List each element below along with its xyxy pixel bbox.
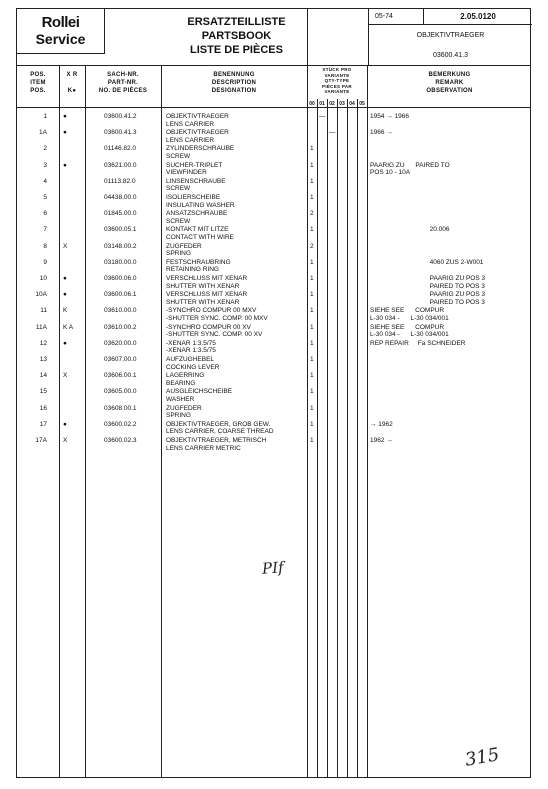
item-remark: 20.006 xyxy=(370,226,450,234)
item-description: AUSGLEICHSCHEIBE WASHER xyxy=(166,388,233,403)
part-number: 03610.00.0 xyxy=(104,307,137,315)
item-position: 6 xyxy=(43,210,47,218)
item-quantity: 1 xyxy=(310,177,314,185)
item-description: VERSCHLUSS MIT XENAR SHUTTER WITH XENAR xyxy=(166,275,248,290)
col-header-name: BENENNUNG DESCRIPTION DESIGNATION xyxy=(211,72,257,94)
item-description: ZYLINDERSCHRAUBE SCREW xyxy=(166,145,235,160)
item-quantity: 1 xyxy=(310,291,314,299)
item-description: FESTSCHRAUBRING RETAINING RING xyxy=(166,258,231,274)
item-quantity: 1 xyxy=(310,356,314,363)
part-number: 01845.00.0 xyxy=(104,210,137,218)
divider xyxy=(17,65,530,66)
header-right-block xyxy=(369,9,532,65)
col-rule xyxy=(307,9,308,778)
item-description: -SYNCHRO COMPUR 00 MXV -SHUTTER SYNC. COMP. 00 MXV xyxy=(166,307,268,322)
handwritten-mark: PIf xyxy=(261,558,285,578)
col-rule xyxy=(327,99,328,778)
item-position: 17 xyxy=(39,420,47,428)
col-rule xyxy=(85,65,86,778)
item-quantity: 1 xyxy=(310,339,314,347)
col-rule xyxy=(367,65,368,778)
item-quantity: 1 xyxy=(310,404,314,412)
item-flag: X xyxy=(63,372,68,380)
item-position: 14 xyxy=(39,372,47,380)
handwritten-page-number: 315 xyxy=(463,744,501,771)
item-description: SUCHER-TRIPLET VIEWFINDER xyxy=(166,161,223,177)
part-number: 03607.00.0 xyxy=(104,356,137,363)
title-french: LISTE DE PIÈCES xyxy=(190,44,283,56)
item-quantity: 1 xyxy=(310,372,314,380)
part-number: 03608.00.1 xyxy=(104,404,137,412)
item-flag: ● xyxy=(63,161,67,169)
item-remark: SIEHE SEE COMPUR L-30 034 - L-30 034/001 xyxy=(370,307,449,322)
brand-line2: Service xyxy=(35,31,86,47)
item-position: 8 xyxy=(43,242,47,250)
item-description: ZUGFEDER SPRING xyxy=(166,404,202,420)
item-remark: 1966 → xyxy=(370,129,393,137)
col-rule xyxy=(317,99,318,778)
assembly-number: 03600.41.3 xyxy=(432,52,469,59)
item-description: OBJEKTIVTRAEGER LENS CARRIER xyxy=(166,129,229,144)
part-number: 03605.00.0 xyxy=(104,388,137,396)
part-number: 03600.02.3 xyxy=(104,437,137,444)
item-remark: 1962 → xyxy=(370,437,393,444)
part-number: 03621.00.0 xyxy=(104,161,137,169)
item-description: LINSENSCHRAUBE SCREW xyxy=(166,177,226,193)
parts-list-sheet xyxy=(16,8,531,778)
qty-col-05: 05 xyxy=(359,101,365,107)
item-flag: X xyxy=(63,242,68,250)
qty-col-01: 01 xyxy=(319,101,325,107)
col-rule xyxy=(161,65,162,778)
item-position: 16 xyxy=(39,404,47,412)
item-flag: ● xyxy=(63,129,67,137)
item-description: OBJEKTIVTRAEGER, GROB GEW. LENS CARRIER, COARSE THREAD xyxy=(166,420,274,436)
assembly-name: OBJEKTIVTRAEGER xyxy=(416,32,485,39)
item-position: 12 xyxy=(39,339,47,347)
item-quantity: 1 xyxy=(310,323,314,331)
item-position: 7 xyxy=(43,226,47,234)
item-description: OBJEKTIVTRAEGER, METRISCH LENS CARRIER METRIC xyxy=(166,437,267,452)
item-quantity: — xyxy=(319,113,326,120)
item-position: 4 xyxy=(43,177,47,185)
item-description: AUFZUGHEBEL COCKING LEVER xyxy=(166,356,220,371)
part-number: 03180.00.0 xyxy=(104,258,137,266)
item-position: 1A xyxy=(39,129,47,137)
item-quantity: 1 xyxy=(310,307,314,315)
item-position: 10 xyxy=(39,275,47,282)
part-number: 03610.00.2 xyxy=(104,323,137,331)
item-description: OBJEKTIVTRAEGER LENS CARRIER xyxy=(166,113,229,128)
item-flag: ● xyxy=(63,291,67,299)
item-remark: PAARIG ZU POS 3 PAIRED TO POS 3 xyxy=(429,291,486,306)
col-rule xyxy=(347,99,348,778)
part-number: 03600.06.1 xyxy=(104,291,137,299)
item-description: LAGERRING BEARING xyxy=(166,372,205,387)
part-number: 03600.02.2 xyxy=(104,420,137,428)
part-number: 03606.00.1 xyxy=(104,372,137,380)
qty-col-00: 00 xyxy=(309,101,315,107)
item-remark: PAARIG ZU PAIRED TO POS 10 - 10A xyxy=(370,161,450,177)
part-number: 03620.00.0 xyxy=(104,339,137,347)
col-rule xyxy=(337,99,338,778)
item-quantity: 1 xyxy=(310,258,314,266)
item-position: 5 xyxy=(43,194,47,201)
item-flag: ● xyxy=(63,113,67,120)
item-position: 11 xyxy=(40,307,47,315)
part-number: 03600.05.1 xyxy=(104,226,137,234)
item-quantity: 1 xyxy=(310,437,314,444)
item-description: -SYNCHRO COMPUR 00 XV -SHUTTER SYNC. COMP. 00 XV xyxy=(166,323,263,339)
part-number: 03148.00.2 xyxy=(104,242,137,250)
item-quantity: — xyxy=(329,129,336,137)
col-rule xyxy=(59,65,60,778)
rollei-service-logo xyxy=(17,9,105,54)
item-position: 17A xyxy=(35,437,47,444)
part-number: 01113.82.0 xyxy=(104,177,136,185)
item-remark: 1954 → 1966 xyxy=(370,113,410,120)
item-quantity: 1 xyxy=(310,226,314,234)
item-flag: K xyxy=(63,307,68,315)
col-header-qty: STÜCK PRO VARIANTE QTY-TYPE PIÈCES PAR VARIANTE xyxy=(322,67,352,94)
item-remark: PAARIG ZU POS 3 PAIRED TO POS 3 xyxy=(429,275,486,290)
item-flag: ● xyxy=(63,420,67,428)
document-title xyxy=(105,9,369,65)
item-position: 3 xyxy=(43,161,47,169)
brand-line1: Rollei xyxy=(41,14,80,31)
item-remark: 4060 ZUS 2-W001 xyxy=(370,258,484,266)
item-flag: X xyxy=(63,437,68,444)
item-position: 9 xyxy=(43,258,47,266)
item-quantity: 1 xyxy=(310,420,314,428)
item-position: 13 xyxy=(39,356,47,363)
item-quantity: 1 xyxy=(310,388,314,396)
title-english: PARTSBOOK xyxy=(201,30,272,42)
item-remark: → 1962 xyxy=(370,420,393,428)
part-number: 03600.06.0 xyxy=(104,275,137,282)
item-quantity: 1 xyxy=(310,275,314,282)
item-position: 2 xyxy=(43,145,47,153)
part-number: 04438.00.0 xyxy=(104,194,137,201)
part-number: 03600.41.2 xyxy=(104,113,137,120)
qty-col-02: 02 xyxy=(329,101,335,107)
col-header-pos: POS. ITEM POS. xyxy=(30,72,46,94)
item-description: ISOLIERSCHEIBE INSULATING WASHER xyxy=(166,194,235,209)
item-quantity: 2 xyxy=(310,242,314,250)
issue-date: 05-74 xyxy=(369,9,424,25)
item-position: 15 xyxy=(39,388,47,396)
item-remark: SIEHE SEE COMPUR L-30 034 - L-30 034/001 xyxy=(370,323,449,339)
part-number: 03600.41.3 xyxy=(104,129,137,137)
col-header-xr: X R K● xyxy=(66,72,78,94)
col-header-remark: BEMERKUNG REMARK OBSERVATION xyxy=(426,72,473,94)
item-flag: ● xyxy=(63,275,67,282)
item-description: KONTAKT MIT LITZE CONTACT WITH WIRE xyxy=(166,226,235,241)
item-description: ZUGFEDER SPRING xyxy=(166,242,202,258)
item-flag: K A xyxy=(63,323,74,331)
document-code: 2.05.0120 xyxy=(424,9,532,25)
title-german: ERSATZTEILLISTE xyxy=(187,16,286,28)
item-description: VERSCHLUSS MIT XENAR SHUTTER WITH XENAR xyxy=(166,291,248,306)
qty-col-03: 03 xyxy=(339,101,345,107)
qty-col-04: 04 xyxy=(349,101,355,107)
divider xyxy=(17,107,530,108)
item-quantity: 2 xyxy=(310,210,314,218)
item-remark: REP REPAIR Fa SCHNEIDER xyxy=(370,339,466,347)
col-header-part: SACH-NR. PART-NR. NO. DE PIÈCES xyxy=(98,72,148,94)
part-number: 01146.82.0 xyxy=(104,145,137,153)
col-rule xyxy=(357,99,358,778)
item-quantity: 1 xyxy=(310,145,314,153)
item-description: -XENAR 1:3.5/75 -XENAR 1:3.5/75 xyxy=(166,339,216,355)
item-quantity: 1 xyxy=(310,161,314,169)
item-description: ANSATZSCHRAUBE SCREW xyxy=(166,210,228,225)
item-position: 10A xyxy=(35,291,47,299)
item-position: 1 xyxy=(43,113,47,120)
item-flag: ● xyxy=(63,339,67,347)
item-quantity: 1 xyxy=(310,194,314,201)
item-position: 11A xyxy=(35,323,47,331)
